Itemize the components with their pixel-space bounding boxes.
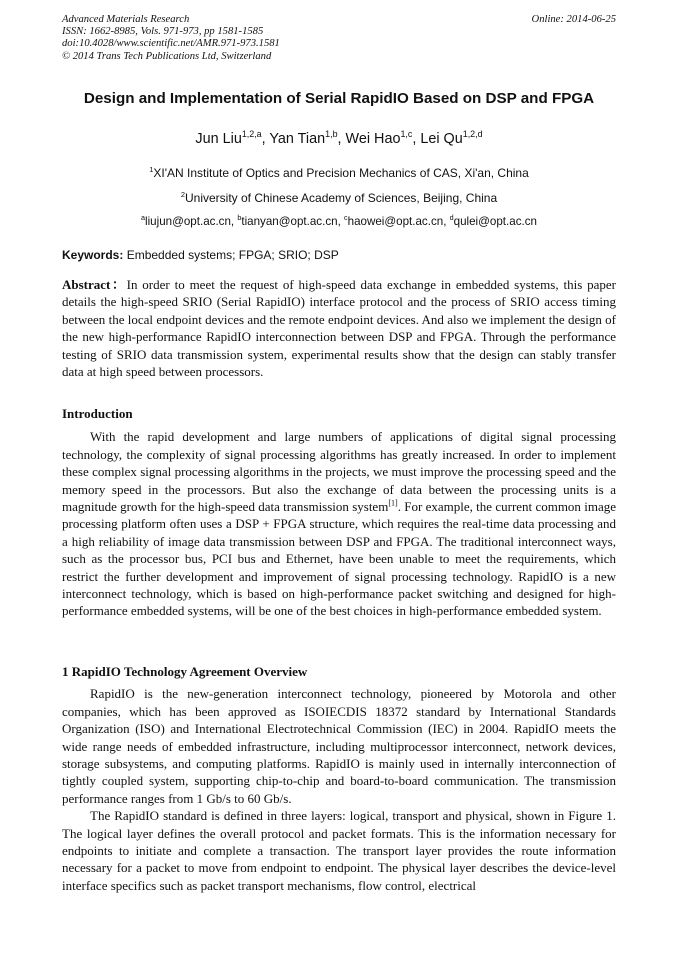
email-sup: b bbox=[237, 213, 242, 223]
email-sup: a bbox=[141, 213, 146, 223]
author-name: Lei Qu bbox=[420, 131, 463, 147]
affiliation-sup: 1 bbox=[149, 165, 154, 174]
keywords-text: Embedded systems; FPGA; SRIO; DSP bbox=[126, 248, 339, 262]
author-list: Jun Liu$^{1,2,a}$, Yan Tian$^{1,b}$, Wei Hao$^{1,c}$, Lei Qu$^{1,2,d}$ bbox=[195, 129, 483, 147]
introduction-text-part1: With the rapid development and large numbers of applications of digital signal processing technology, the complexity of signal processing algorithms has greatly increased. In order to implement these complex signal processing algorithms in the projects, we must improve the processing speed and the memory speed in the processors. But also the exchange of data between the processing units is a magnitude growth for the high-speed data transmission system bbox=[62, 429, 616, 515]
author-affil-sup: 1,2,a bbox=[241, 129, 262, 140]
affiliation-sup: 2 bbox=[180, 190, 185, 199]
online-date: Online: 2014-06-25 bbox=[531, 14, 616, 25]
email-link[interactable]: liujun@opt.ac.cn bbox=[145, 215, 231, 228]
introduction-paragraph bbox=[62, 428, 616, 619]
email-link[interactable]: qulei@opt.ac.cn bbox=[453, 215, 537, 228]
affiliation-text: XI'AN Institute of Optics and Precision Mechanics of CAS, Xi'an, China bbox=[153, 166, 529, 180]
email-sup: c bbox=[344, 213, 348, 223]
journal-name: Advanced Materials Research bbox=[62, 14, 190, 25]
author-name: Wei Hao bbox=[345, 131, 401, 147]
email-link[interactable]: haowei@opt.ac.cn bbox=[347, 215, 444, 228]
author-name: Jun Liu bbox=[195, 131, 242, 147]
affiliation-2 bbox=[0, 191, 678, 205]
author-affil-sup: 1,b bbox=[325, 129, 338, 140]
section-1-paragraph-1: RapidIO is the new-generation interconnect technology, pioneered by Motorola and other companies, which has been approved as ISOIECDIS 18372 standard by International Standards Organization (ISO) and International Electrotechnical Commission (IEC) in 2004. RapidIO meets the wide range needs of embedded infrastructure, including multiprocessor interconnect, network devices, storage subsystems, and computing platforms. RapidIO is mainly used in internally interconnection of tightly coupled system, supporting chip-to-chip and board-to-board communication. The transmission performance ranges from 1 Gb/s to 60 Gb/s. bbox=[62, 686, 616, 806]
abstract-label: Abstract： bbox=[62, 277, 127, 292]
email-link[interactable]: tianyan@opt.ac.cn bbox=[241, 215, 338, 228]
keywords-line bbox=[62, 248, 616, 262]
introduction-heading: Introduction bbox=[62, 406, 133, 421]
section-1-paragraph-2: The RapidIO standard is defined in three layers: logical, transport and physical, shown in Figure 1. The logical layer defines the overall protocol and packet formats. This is the information necessary for endpoints to initiate and complete a transaction. The transport layer provides the route information necessary for a packet to move from endpoint to endpoint. The physical layer describes the device-level interface specifics such as packet transport mechanisms, flow control, electrical bbox=[62, 808, 616, 893]
abstract-text: In order to meet the request of high-speed data exchange in embedded systems, this paper details the high-speed SRIO (Serial RapidIO) interface protocol and the process of SRIO access timing between the local endpoint devices and the remote endpoint devices. And also we implement the design of the new high-performance RapidIO interconnection between DSP and FPGA. Through the performance testing of SRIO data transmission system, experimental results show that the design can stably transfer data at high speed between processors. bbox=[62, 277, 616, 380]
author-affil-sup: 1,2,d bbox=[462, 129, 483, 140]
section-1 bbox=[62, 663, 616, 894]
author-name: Yan Tian bbox=[269, 131, 326, 147]
introduction-section bbox=[62, 405, 616, 620]
affiliation-1 bbox=[0, 166, 678, 180]
doi-line: doi:10.4028/www.scientific.net/AMR.971-973.1581 bbox=[62, 38, 280, 50]
author-affil-sup: 1,c bbox=[400, 129, 413, 140]
citation-ref[interactable]: [1] bbox=[388, 498, 398, 508]
affiliation-text: University of Chinese Academy of Sciences, Beijing, China bbox=[184, 191, 498, 205]
keywords-label: Keywords: bbox=[62, 248, 124, 262]
section-1-heading: 1 RapidIO Technology Agreement Overview bbox=[62, 664, 308, 679]
journal-header bbox=[62, 14, 616, 63]
paper-title: Design and Implementation of Serial RapidIO Based on DSP and FPGA bbox=[83, 90, 595, 107]
email-list: $^a$liujun@opt.ac.cn, $^b$tianyan@opt.ac.cn, $^c$haowei@opt.ac.cn, $^d$qulei@opt.ac.cn bbox=[141, 213, 537, 228]
copyright-line: © 2014 Trans Tech Publications Ltd, Switzerland bbox=[62, 50, 272, 62]
introduction-text-part2: . For example, the current common image processing platform often uses a DSP + FPGA structure, which requires the real-time data processing and a high reliability of image data transmission between DSP and FPGA. The traditional interconnect ways, such as the processor bus, PCI bus and Ethernet, have been unable to meet the requirements, which restrict the further development and improvement of signal processing technology. RapidIO is a new interconnect technology, which is based on high-performance packet switching and designed for high-performance embedded systems, will be one of the best choices in high-performance embedded system. bbox=[62, 499, 616, 619]
email-sup: d bbox=[449, 213, 454, 223]
issn-line: ISSN: 1662-8985, Vols. 971-973, pp 1581-1585 bbox=[62, 26, 264, 38]
abstract-block bbox=[62, 276, 616, 380]
